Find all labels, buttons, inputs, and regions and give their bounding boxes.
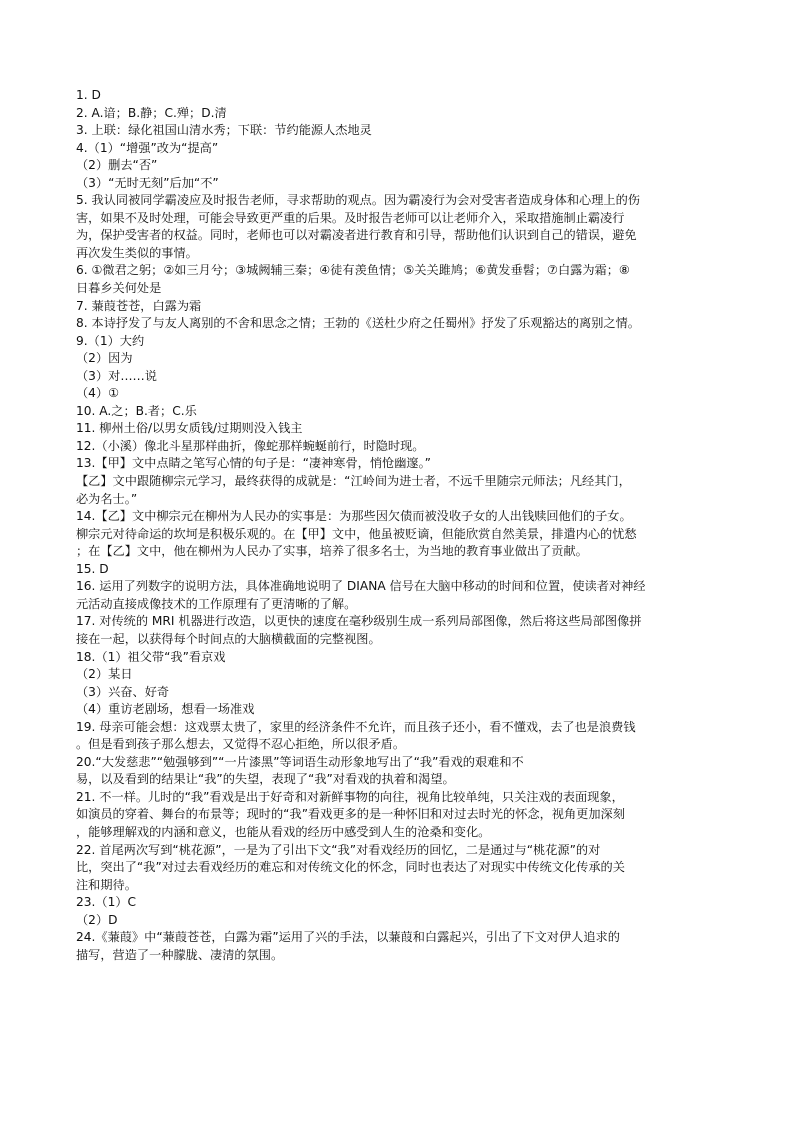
answer-line: 13.【甲】文中点睛之笔写心情的句子是：“凄神寒骨，悄怆幽邃。” xyxy=(76,456,431,471)
answer-line: 。但是看到孩子那么想去，又觉得不忍心拒绝，所以很矛盾。 xyxy=(76,737,406,752)
answer-line: 害，如果不及时处理，可能会导致更严重的后果。及时报告老师可以让老师介入，采取措施制止霸凌行 xyxy=(76,210,625,225)
answer-line: 6. ①微君之躬；②如三月兮；③城阙辅三秦；④徒有羡鱼情；⑤关关雎鸠；⑥黄发垂髫；⑦白露为霜；⑧ xyxy=(76,263,630,278)
answer-line: ；在【乙】文中，他在柳州为人民办了实事，培养了很多名士，为当地的教育事业做出了贡献。 xyxy=(76,544,588,559)
answer-line: 7. 蒹葭苍苍，白露为霜 xyxy=(76,298,202,313)
answer-line: 21. 不一样。儿时的“我”看戏是出于好奇和对新鲜事物的向往，视角比较单纯，只关注戏的表面现象， xyxy=(76,789,624,804)
answer-line: 描写，营造了一种朦胧、凄清的氛围。 xyxy=(76,947,284,962)
answer-line: 11. 柳州土俗/以男女质钱/过期则没入钱主 xyxy=(76,421,303,436)
answer-line: 3. 上联：绿化祖国山清水秀；下联：节约能源人杰地灵 xyxy=(76,123,372,138)
answer-line: 17. 对传统的 MRI 机器进行改造，以更快的速度在毫秒级别生成一系列局部图像，然后将这些局部图像拼 xyxy=(76,614,642,629)
answer-line: 19. 母亲可能会想：这戏票太贵了，家里的经济条件不允许，而且孩子还小，看不懂戏，去了也是浪费钱 xyxy=(76,719,636,734)
answer-line: （3）“无时无刻”后加“不” xyxy=(76,175,219,190)
answer-line: 8. 本诗抒发了与友人离别的不舍和思念之情；王勃的《送杜少府之任蜀州》抒发了乐观豁达的离别之情。 xyxy=(76,316,640,331)
answer-line: 10. A.之；B.者；C.乐 xyxy=(76,403,197,418)
answer-line: 14.【乙】文中柳宗元在柳州为人民办的实事是：为那些因欠债而被没收子女的人出钱赎回他们的子女。 xyxy=(76,509,632,524)
answer-line: 1. D xyxy=(76,88,101,102)
answer-line: 24.《蒹葭》中“蒹葭苍苍，白露为霜”运用了兴的手法，以蒹葭和白露起兴，引出了下文对伊人追求的 xyxy=(76,930,620,945)
answer-line: 4.（1）“增强”改为“提高” xyxy=(76,140,219,155)
answer-line: 【乙】文中跟随柳宗元学习，最终获得的成就是：“江岭间为进士者，不远千里随宗元师法；凡经其门， xyxy=(76,474,631,489)
answer-line: 元活动直接成像技术的工作原理有了更清晰的了解。 xyxy=(76,596,357,611)
answer-line: 日暮乡关何处是 xyxy=(76,281,162,296)
answer-line: （3）对……说 xyxy=(76,368,157,383)
answer-line: 注和期待。 xyxy=(76,877,137,892)
answer-key-document xyxy=(76,87,736,964)
answer-line: （2）因为 xyxy=(76,351,133,366)
answer-line: 9.（1）大约 xyxy=(76,333,145,348)
answer-line: （4）重访老剧场，想看一场准戏 xyxy=(76,702,255,717)
answer-line: 12.（小溪）像北斗星那样曲折，像蛇那样蜿蜒前行，时隐时现。 xyxy=(76,438,425,453)
answer-line: 20.“大发慈悲”“勉强够到”“一片漆黑”等词语生动形象地写出了“我”看戏的艰难和不 xyxy=(76,754,524,769)
answer-line: 接在一起，以获得每个时间点的大脑横截面的完整视图。 xyxy=(76,631,381,646)
answer-line: 再次发生类似的事情。 xyxy=(76,245,198,260)
answer-line: 柳宗元对待命运的坎坷是积极乐观的。在【甲】文中，他虽被贬谪，但能欣赏自然美景，排遣内心的忧愁 xyxy=(76,526,637,541)
answer-line: 5. 我认同被同学霸凌应及时报告老师，寻求帮助的观点。因为霸凌行为会对受害者造成身体和心理上的伤 xyxy=(76,193,640,208)
answer-line: 23.（1）C xyxy=(76,895,137,910)
answer-line: （3）兴奋、好奇 xyxy=(76,684,170,699)
answer-line: （2）D xyxy=(76,912,118,927)
answer-line: 2. A.谙；B.静；C.殚；D.清 xyxy=(76,105,227,120)
answer-line: （4）① xyxy=(76,386,120,401)
answer-line: ，能够理解戏的内涵和意义，也能从看戏的经历中感受到人生的沧桑和变化。 xyxy=(76,824,491,839)
answer-line: 18.（1）祖父带“我”看京戏 xyxy=(76,649,226,664)
answer-line: 为，保护受害者的权益。同时，老师也可以对霸凌者进行教育和引导，帮助他们认识到自己的错误，避免 xyxy=(76,228,637,243)
answer-line: （2）某日 xyxy=(76,667,133,682)
answer-line: 22. 首尾两次写到“桃花源”，一是为了引出下文“我”对看戏经历的回忆，二是通过与“桃花源”的对 xyxy=(76,842,601,857)
answer-line: 15. D xyxy=(76,561,109,576)
answer-line: 16. 运用了列数字的说明方法，具体准确地说明了 DIANA 信号在大脑中移动的时间和位置，使读者对神经 xyxy=(76,579,646,594)
answer-line: 如演员的穿着、舞台的布景等；现时的“我”看戏更多的是一种怀旧和对过去时光的怀念，视角更加深刻 xyxy=(76,807,625,822)
answer-line: 比，突出了“我”对过去看戏经历的难忘和对传统文化的怀念，同时也表达了对现实中传统文化传承的关 xyxy=(76,860,625,875)
answer-line: 必为名士。” xyxy=(76,491,138,506)
answer-line: 易，以及看到的结果让“我”的失望，表现了“我”对看戏的执着和渴望。 xyxy=(76,772,455,787)
answer-line: （2）删去“否” xyxy=(76,158,158,173)
